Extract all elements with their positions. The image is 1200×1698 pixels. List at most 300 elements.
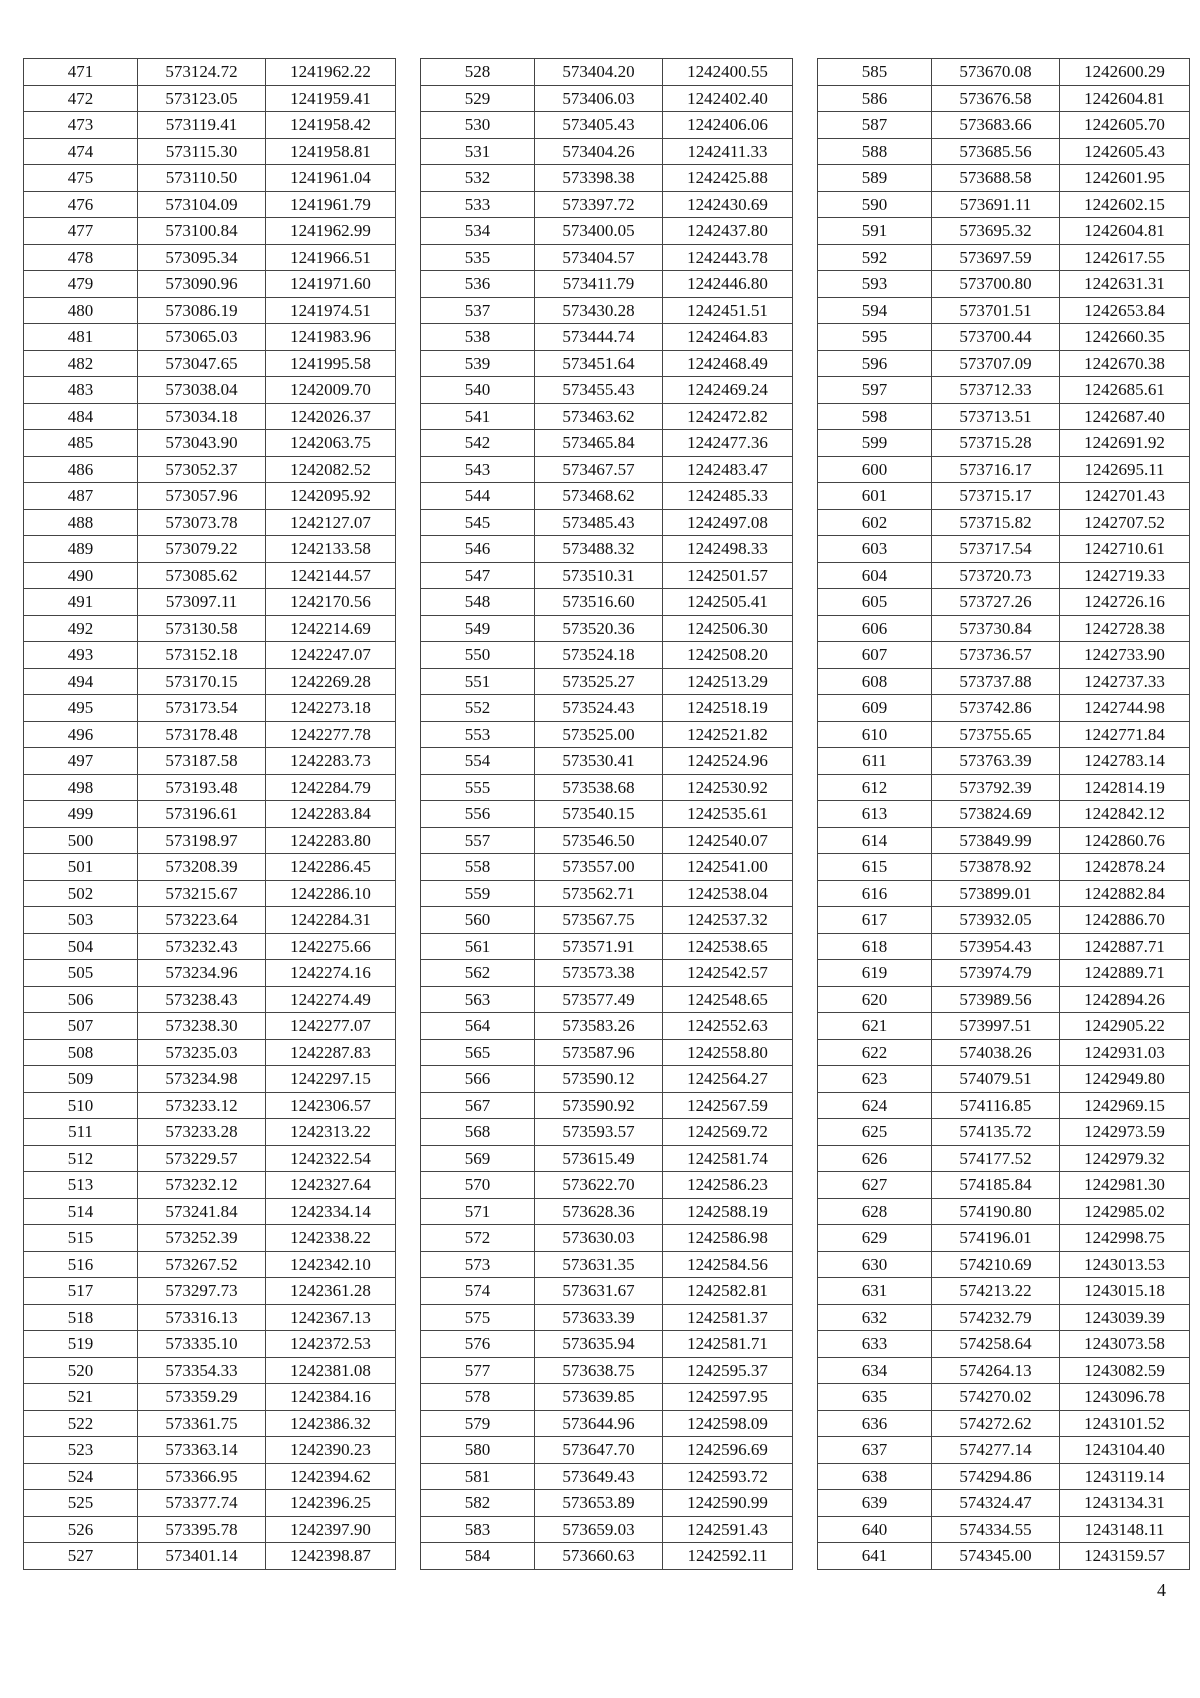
- x-coordinate: 573647.70: [535, 1437, 663, 1464]
- table-row: [421, 933, 793, 960]
- table-row: [24, 456, 396, 483]
- y-coordinate: 1242009.70: [266, 377, 396, 404]
- point-number: 478: [24, 244, 138, 271]
- table-row: [24, 112, 396, 139]
- point-number: 614: [818, 827, 932, 854]
- point-number: 606: [818, 615, 932, 642]
- x-coordinate: 573233.12: [138, 1092, 266, 1119]
- table-row: [24, 1251, 396, 1278]
- x-coordinate: 573763.39: [932, 748, 1060, 775]
- y-coordinate: 1242286.10: [266, 880, 396, 907]
- x-coordinate: 573717.54: [932, 536, 1060, 563]
- x-coordinate: 573090.96: [138, 271, 266, 298]
- point-number: 615: [818, 854, 932, 881]
- table-row: [24, 1384, 396, 1411]
- point-number: 581: [421, 1463, 535, 1490]
- point-number: 554: [421, 748, 535, 775]
- y-coordinate: 1242597.95: [663, 1384, 793, 1411]
- x-coordinate: 573065.03: [138, 324, 266, 351]
- y-coordinate: 1243119.14: [1060, 1463, 1190, 1490]
- x-coordinate: 573792.39: [932, 774, 1060, 801]
- x-coordinate: 573366.95: [138, 1463, 266, 1490]
- point-number: 477: [24, 218, 138, 245]
- table-row: [24, 1516, 396, 1543]
- y-coordinate: 1242596.69: [663, 1437, 793, 1464]
- x-coordinate: 573590.12: [535, 1066, 663, 1093]
- y-coordinate: 1242592.11: [663, 1543, 793, 1570]
- table-row: [421, 1463, 793, 1490]
- table-row: [24, 801, 396, 828]
- y-coordinate: 1242283.80: [266, 827, 396, 854]
- point-number: 593: [818, 271, 932, 298]
- x-coordinate: 573238.30: [138, 1013, 266, 1040]
- table-row: [24, 721, 396, 748]
- table-row: [24, 1437, 396, 1464]
- table-row: [421, 483, 793, 510]
- point-number: 524: [24, 1463, 138, 1490]
- y-coordinate: 1242726.16: [1060, 589, 1190, 616]
- y-coordinate: 1242497.08: [663, 509, 793, 536]
- y-coordinate: 1242882.84: [1060, 880, 1190, 907]
- y-coordinate: 1242973.59: [1060, 1119, 1190, 1146]
- point-number: 481: [24, 324, 138, 351]
- y-coordinate: 1242538.65: [663, 933, 793, 960]
- point-number: 520: [24, 1357, 138, 1384]
- x-coordinate: 573520.36: [535, 615, 663, 642]
- y-coordinate: 1242430.69: [663, 191, 793, 218]
- y-coordinate: 1242598.09: [663, 1410, 793, 1437]
- point-number: 546: [421, 536, 535, 563]
- table-row: [818, 350, 1190, 377]
- y-coordinate: 1242398.87: [266, 1543, 396, 1570]
- point-number: 640: [818, 1516, 932, 1543]
- point-number: 610: [818, 721, 932, 748]
- y-coordinate: 1242771.84: [1060, 721, 1190, 748]
- point-number: 501: [24, 854, 138, 881]
- table-row: [421, 1251, 793, 1278]
- y-coordinate: 1242283.73: [266, 748, 396, 775]
- point-number: 476: [24, 191, 138, 218]
- table-row: [818, 1066, 1190, 1093]
- point-number: 611: [818, 748, 932, 775]
- x-coordinate: 573395.78: [138, 1516, 266, 1543]
- x-coordinate: 574345.00: [932, 1543, 1060, 1570]
- point-number: 582: [421, 1490, 535, 1517]
- y-coordinate: 1242396.25: [266, 1490, 396, 1517]
- point-number: 585: [818, 59, 932, 86]
- y-coordinate: 1242604.81: [1060, 218, 1190, 245]
- x-coordinate: 574294.86: [932, 1463, 1060, 1490]
- point-number: 605: [818, 589, 932, 616]
- y-coordinate: 1242082.52: [266, 456, 396, 483]
- x-coordinate: 573524.18: [535, 642, 663, 669]
- y-coordinate: 1243159.57: [1060, 1543, 1190, 1570]
- y-coordinate: 1242604.81: [1060, 85, 1190, 112]
- point-number: 485: [24, 430, 138, 457]
- y-coordinate: 1242269.28: [266, 668, 396, 695]
- x-coordinate: 573593.57: [535, 1119, 663, 1146]
- y-coordinate: 1242446.80: [663, 271, 793, 298]
- point-number: 579: [421, 1410, 535, 1437]
- x-coordinate: 573115.30: [138, 138, 266, 165]
- x-coordinate: 573198.97: [138, 827, 266, 854]
- table-row: [421, 801, 793, 828]
- point-number: 627: [818, 1172, 932, 1199]
- y-coordinate: 1242513.29: [663, 668, 793, 695]
- y-coordinate: 1241962.22: [266, 59, 396, 86]
- table-row: [818, 1357, 1190, 1384]
- point-number: 505: [24, 960, 138, 987]
- y-coordinate: 1241983.96: [266, 324, 396, 351]
- y-coordinate: 1242586.98: [663, 1225, 793, 1252]
- y-coordinate: 1242425.88: [663, 165, 793, 192]
- point-number: 603: [818, 536, 932, 563]
- y-coordinate: 1242540.07: [663, 827, 793, 854]
- point-number: 472: [24, 85, 138, 112]
- table-row: [24, 1145, 396, 1172]
- point-number: 522: [24, 1410, 138, 1437]
- point-number: 607: [818, 642, 932, 669]
- point-number: 560: [421, 907, 535, 934]
- y-coordinate: 1242297.15: [266, 1066, 396, 1093]
- point-number: 574: [421, 1278, 535, 1305]
- table-row: [818, 1145, 1190, 1172]
- x-coordinate: 574334.55: [932, 1516, 1060, 1543]
- x-coordinate: 573630.03: [535, 1225, 663, 1252]
- table-row: [421, 748, 793, 775]
- point-number: 573: [421, 1251, 535, 1278]
- point-number: 496: [24, 721, 138, 748]
- y-coordinate: 1242275.66: [266, 933, 396, 960]
- y-coordinate: 1242685.61: [1060, 377, 1190, 404]
- y-coordinate: 1243039.39: [1060, 1304, 1190, 1331]
- y-coordinate: 1242406.06: [663, 112, 793, 139]
- x-coordinate: 573047.65: [138, 350, 266, 377]
- point-number: 503: [24, 907, 138, 934]
- table-row: [24, 377, 396, 404]
- y-coordinate: 1242437.80: [663, 218, 793, 245]
- point-number: 577: [421, 1357, 535, 1384]
- x-coordinate: 573232.43: [138, 933, 266, 960]
- coordinate-table-1: [23, 58, 396, 1570]
- point-number: 590: [818, 191, 932, 218]
- x-coordinate: 573485.43: [535, 509, 663, 536]
- x-coordinate: 574116.85: [932, 1092, 1060, 1119]
- point-number: 553: [421, 721, 535, 748]
- table-row: [24, 1092, 396, 1119]
- point-number: 632: [818, 1304, 932, 1331]
- table-row: [24, 59, 396, 86]
- point-number: 589: [818, 165, 932, 192]
- table-row: [421, 1172, 793, 1199]
- table-row: [421, 1516, 793, 1543]
- point-number: 600: [818, 456, 932, 483]
- table-row: [24, 668, 396, 695]
- x-coordinate: 573297.73: [138, 1278, 266, 1305]
- point-number: 541: [421, 403, 535, 430]
- point-number: 488: [24, 509, 138, 536]
- point-number: 595: [818, 324, 932, 351]
- x-coordinate: 573701.51: [932, 297, 1060, 324]
- point-number: 523: [24, 1437, 138, 1464]
- y-coordinate: 1242274.49: [266, 986, 396, 1013]
- point-number: 506: [24, 986, 138, 1013]
- table-row: [818, 1463, 1190, 1490]
- x-coordinate: 573727.26: [932, 589, 1060, 616]
- table-row: [421, 509, 793, 536]
- x-coordinate: 574079.51: [932, 1066, 1060, 1093]
- point-number: 504: [24, 933, 138, 960]
- point-number: 635: [818, 1384, 932, 1411]
- table-row: [818, 1543, 1190, 1570]
- point-number: 490: [24, 562, 138, 589]
- x-coordinate: 573639.85: [535, 1384, 663, 1411]
- point-number: 616: [818, 880, 932, 907]
- table-row: [818, 59, 1190, 86]
- y-coordinate: 1242905.22: [1060, 1013, 1190, 1040]
- x-coordinate: 573223.64: [138, 907, 266, 934]
- point-number: 545: [421, 509, 535, 536]
- x-coordinate: 573715.28: [932, 430, 1060, 457]
- table-row: [818, 218, 1190, 245]
- x-coordinate: 573234.98: [138, 1066, 266, 1093]
- table-row: [24, 85, 396, 112]
- point-number: 601: [818, 483, 932, 510]
- x-coordinate: 573622.70: [535, 1172, 663, 1199]
- y-coordinate: 1242397.90: [266, 1516, 396, 1543]
- table-row: [818, 1119, 1190, 1146]
- y-coordinate: 1242617.55: [1060, 244, 1190, 271]
- point-number: 624: [818, 1092, 932, 1119]
- y-coordinate: 1242274.16: [266, 960, 396, 987]
- x-coordinate: 573335.10: [138, 1331, 266, 1358]
- point-number: 509: [24, 1066, 138, 1093]
- table-row: [421, 1331, 793, 1358]
- point-number: 598: [818, 403, 932, 430]
- y-coordinate: 1242660.35: [1060, 324, 1190, 351]
- y-coordinate: 1242372.53: [266, 1331, 396, 1358]
- point-number: 551: [421, 668, 535, 695]
- table-row: [421, 642, 793, 669]
- point-number: 621: [818, 1013, 932, 1040]
- x-coordinate: 573638.75: [535, 1357, 663, 1384]
- table-row: [818, 1304, 1190, 1331]
- table-row: [818, 615, 1190, 642]
- table-row: [818, 483, 1190, 510]
- table-row: [421, 85, 793, 112]
- point-number: 479: [24, 271, 138, 298]
- y-coordinate: 1242367.13: [266, 1304, 396, 1331]
- x-coordinate: 573232.12: [138, 1172, 266, 1199]
- table-row: [24, 562, 396, 589]
- point-number: 534: [421, 218, 535, 245]
- x-coordinate: 573755.65: [932, 721, 1060, 748]
- y-coordinate: 1242591.43: [663, 1516, 793, 1543]
- table-row: [818, 907, 1190, 934]
- x-coordinate: 573444.74: [535, 324, 663, 351]
- x-coordinate: 573455.43: [535, 377, 663, 404]
- point-number: 543: [421, 456, 535, 483]
- y-coordinate: 1242581.74: [663, 1145, 793, 1172]
- point-number: 556: [421, 801, 535, 828]
- y-coordinate: 1242653.84: [1060, 297, 1190, 324]
- point-number: 639: [818, 1490, 932, 1517]
- x-coordinate: 573649.43: [535, 1463, 663, 1490]
- x-coordinate: 573400.05: [535, 218, 663, 245]
- point-number: 591: [818, 218, 932, 245]
- table-row: [24, 907, 396, 934]
- x-coordinate: 573267.52: [138, 1251, 266, 1278]
- y-coordinate: 1242498.33: [663, 536, 793, 563]
- point-number: 518: [24, 1304, 138, 1331]
- x-coordinate: 573707.09: [932, 350, 1060, 377]
- point-number: 552: [421, 695, 535, 722]
- point-number: 525: [24, 1490, 138, 1517]
- coordinate-tables: [0, 58, 1200, 1580]
- table-row: [24, 854, 396, 881]
- table-row: [421, 403, 793, 430]
- y-coordinate: 1242400.55: [663, 59, 793, 86]
- point-number: 634: [818, 1357, 932, 1384]
- y-coordinate: 1241958.81: [266, 138, 396, 165]
- point-number: 494: [24, 668, 138, 695]
- y-coordinate: 1242535.61: [663, 801, 793, 828]
- y-coordinate: 1242564.27: [663, 1066, 793, 1093]
- x-coordinate: 573700.44: [932, 324, 1060, 351]
- point-number: 489: [24, 536, 138, 563]
- table-row: [421, 324, 793, 351]
- point-number: 549: [421, 615, 535, 642]
- y-coordinate: 1242402.40: [663, 85, 793, 112]
- y-coordinate: 1241959.41: [266, 85, 396, 112]
- point-number: 544: [421, 483, 535, 510]
- point-number: 604: [818, 562, 932, 589]
- point-number: 584: [421, 1543, 535, 1570]
- x-coordinate: 573676.58: [932, 85, 1060, 112]
- y-coordinate: 1242451.51: [663, 297, 793, 324]
- table-row: [818, 112, 1190, 139]
- x-coordinate: 573712.33: [932, 377, 1060, 404]
- y-coordinate: 1242411.33: [663, 138, 793, 165]
- x-coordinate: 574277.14: [932, 1437, 1060, 1464]
- y-coordinate: 1241974.51: [266, 297, 396, 324]
- x-coordinate: 573361.75: [138, 1410, 266, 1437]
- point-number: 513: [24, 1172, 138, 1199]
- y-coordinate: 1242342.10: [266, 1251, 396, 1278]
- x-coordinate: 573229.57: [138, 1145, 266, 1172]
- y-coordinate: 1242737.33: [1060, 668, 1190, 695]
- y-coordinate: 1242542.57: [663, 960, 793, 987]
- point-number: 630: [818, 1251, 932, 1278]
- point-number: 508: [24, 1039, 138, 1066]
- x-coordinate: 573170.15: [138, 668, 266, 695]
- x-coordinate: 574038.26: [932, 1039, 1060, 1066]
- y-coordinate: 1242710.61: [1060, 536, 1190, 563]
- table-row: [24, 1278, 396, 1305]
- x-coordinate: 573100.84: [138, 218, 266, 245]
- table-row: [24, 430, 396, 457]
- table-row: [421, 721, 793, 748]
- point-number: 623: [818, 1066, 932, 1093]
- table-row: [421, 1384, 793, 1411]
- y-coordinate: 1241971.60: [266, 271, 396, 298]
- point-number: 594: [818, 297, 932, 324]
- point-number: 493: [24, 642, 138, 669]
- y-coordinate: 1242860.76: [1060, 827, 1190, 854]
- y-coordinate: 1242728.38: [1060, 615, 1190, 642]
- x-coordinate: 574272.62: [932, 1410, 1060, 1437]
- point-number: 631: [818, 1278, 932, 1305]
- x-coordinate: 573716.17: [932, 456, 1060, 483]
- y-coordinate: 1243013.53: [1060, 1251, 1190, 1278]
- point-number: 530: [421, 112, 535, 139]
- table-row: [421, 1039, 793, 1066]
- x-coordinate: 573590.92: [535, 1092, 663, 1119]
- x-coordinate: 573241.84: [138, 1198, 266, 1225]
- table-row: [24, 827, 396, 854]
- y-coordinate: 1242306.57: [266, 1092, 396, 1119]
- point-number: 555: [421, 774, 535, 801]
- table-row: [818, 456, 1190, 483]
- x-coordinate: 573398.38: [535, 165, 663, 192]
- table-row: [421, 1119, 793, 1146]
- point-number: 482: [24, 350, 138, 377]
- table-row: [24, 218, 396, 245]
- table-row: [421, 615, 793, 642]
- table-row: [818, 642, 1190, 669]
- point-number: 527: [24, 1543, 138, 1570]
- y-coordinate: 1242361.28: [266, 1278, 396, 1305]
- point-number: 550: [421, 642, 535, 669]
- y-coordinate: 1242590.99: [663, 1490, 793, 1517]
- point-number: 561: [421, 933, 535, 960]
- point-number: 572: [421, 1225, 535, 1252]
- coordinate-table-2: [420, 58, 793, 1570]
- point-number: 625: [818, 1119, 932, 1146]
- table-row: [421, 1543, 793, 1570]
- y-coordinate: 1242588.19: [663, 1198, 793, 1225]
- y-coordinate: 1243134.31: [1060, 1490, 1190, 1517]
- y-coordinate: 1242338.22: [266, 1225, 396, 1252]
- y-coordinate: 1242600.29: [1060, 59, 1190, 86]
- x-coordinate: 573187.58: [138, 748, 266, 775]
- y-coordinate: 1242601.95: [1060, 165, 1190, 192]
- x-coordinate: 573573.38: [535, 960, 663, 987]
- point-number: 559: [421, 880, 535, 907]
- y-coordinate: 1242286.45: [266, 854, 396, 881]
- table-row: [421, 377, 793, 404]
- point-number: 473: [24, 112, 138, 139]
- x-coordinate: 573124.72: [138, 59, 266, 86]
- table-row: [24, 748, 396, 775]
- table-row: [24, 244, 396, 271]
- table-row: [24, 1410, 396, 1437]
- x-coordinate: 573215.67: [138, 880, 266, 907]
- table-row: [24, 1198, 396, 1225]
- y-coordinate: 1242538.04: [663, 880, 793, 907]
- y-coordinate: 1242931.03: [1060, 1039, 1190, 1066]
- y-coordinate: 1243148.11: [1060, 1516, 1190, 1543]
- x-coordinate: 573974.79: [932, 960, 1060, 987]
- point-number: 558: [421, 854, 535, 881]
- y-coordinate: 1242524.96: [663, 748, 793, 775]
- y-coordinate: 1242506.30: [663, 615, 793, 642]
- table-row: [421, 112, 793, 139]
- point-number: 568: [421, 1119, 535, 1146]
- y-coordinate: 1242969.15: [1060, 1092, 1190, 1119]
- y-coordinate: 1242998.75: [1060, 1225, 1190, 1252]
- point-number: 519: [24, 1331, 138, 1358]
